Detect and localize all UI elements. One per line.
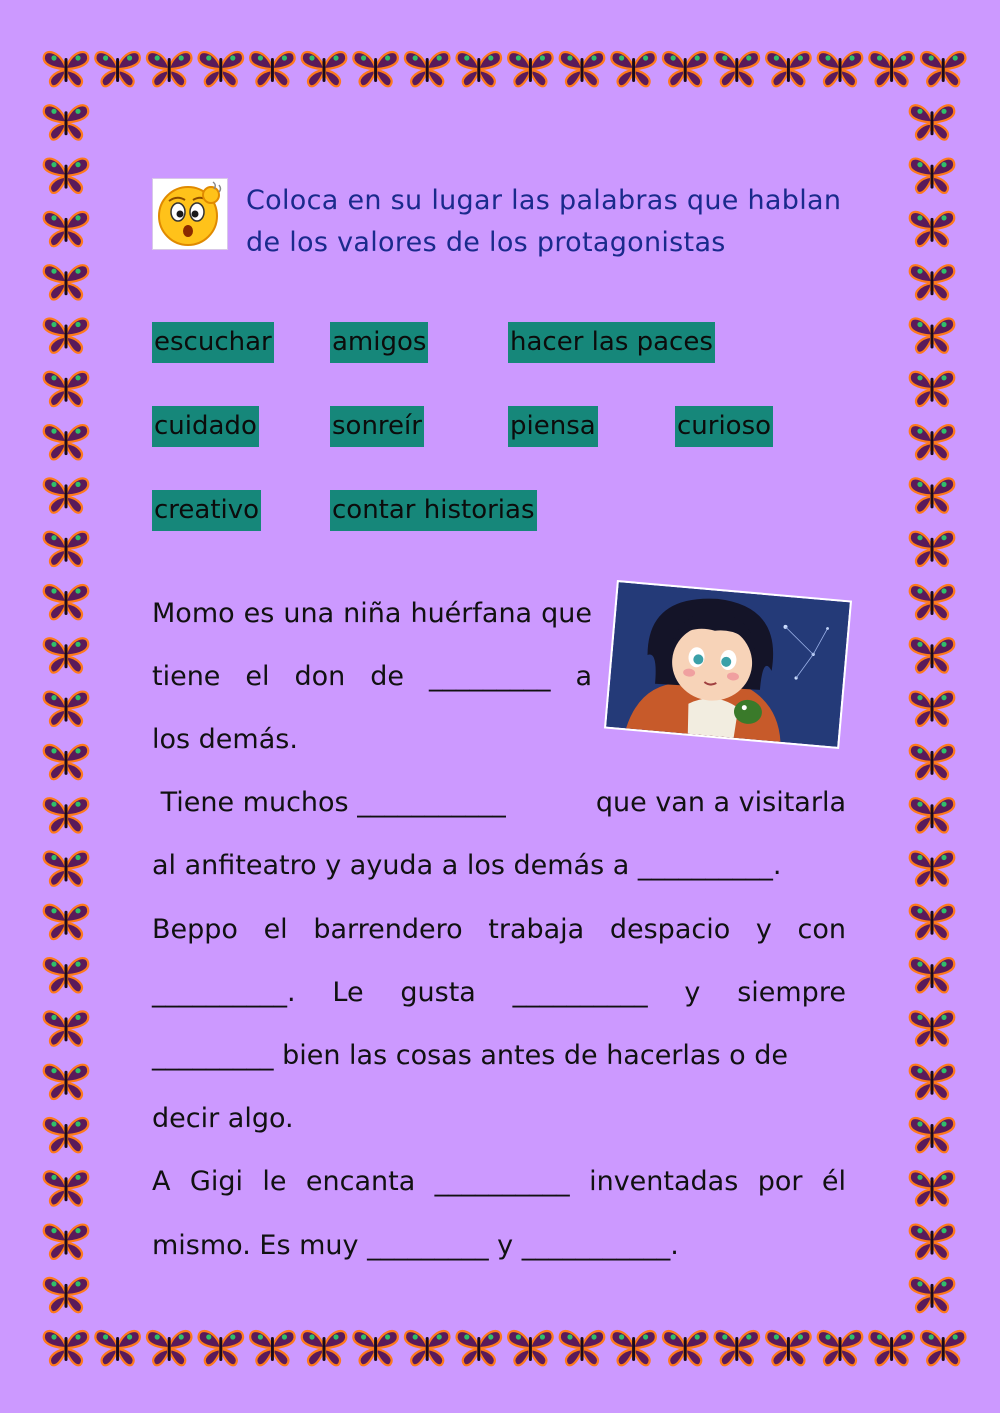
story-word: y <box>684 977 701 1008</box>
story-word: don <box>294 661 346 692</box>
butterfly-icon <box>818 52 863 86</box>
butterfly-icon <box>910 692 955 726</box>
instruction-line-2: de los valores de los protagonistas <box>246 227 726 258</box>
butterfly-icon <box>44 1278 89 1312</box>
butterfly-icon <box>44 1171 89 1205</box>
word-chip-escuchar[interactable]: escuchar <box>152 322 274 363</box>
butterfly-icon <box>910 798 955 832</box>
story-word: con <box>797 914 846 945</box>
butterfly-icon <box>910 212 955 246</box>
story-word: el <box>245 661 270 692</box>
story-word: inventadas <box>589 1166 739 1197</box>
butterfly-icon <box>44 105 89 139</box>
butterfly-icon <box>44 692 89 726</box>
butterfly-icon <box>44 265 89 299</box>
butterfly-icon <box>44 1225 89 1259</box>
butterfly-icon <box>95 52 140 86</box>
word-chip-cuidado[interactable]: cuidado <box>152 406 259 447</box>
butterfly-icon <box>44 319 89 353</box>
butterfly-icon <box>869 1331 914 1365</box>
story-word: de <box>370 661 404 692</box>
butterfly-icon <box>95 1331 140 1365</box>
butterfly-icon <box>910 372 955 406</box>
butterfly-icon <box>818 1331 863 1365</box>
thinking-face-icon <box>152 178 228 250</box>
butterfly-icon <box>611 1331 656 1365</box>
story-word: y <box>755 914 772 945</box>
word-chip-piensa[interactable]: piensa <box>508 406 598 447</box>
story-line-1 <box>152 594 592 634</box>
butterfly-icon <box>508 52 553 86</box>
story-word: encanta <box>305 1166 416 1197</box>
butterfly-icon <box>910 585 955 619</box>
butterfly-icon <box>921 1331 966 1365</box>
story-word: que <box>541 598 592 629</box>
butterfly-icon <box>44 1331 89 1365</box>
butterfly-icon <box>250 1331 295 1365</box>
blank-slot[interactable]: __________. <box>152 977 296 1008</box>
butterfly-icon <box>910 638 955 672</box>
butterfly-icon <box>302 1331 347 1365</box>
butterfly-icon <box>44 905 89 939</box>
story-word: barrendero <box>313 914 463 945</box>
blank-slot[interactable]: _________ <box>428 661 551 692</box>
word-chip-creativo[interactable]: creativo <box>152 490 261 531</box>
butterfly-icon <box>44 852 89 886</box>
butterfly-icon <box>44 1011 89 1045</box>
butterfly-icon <box>910 425 955 459</box>
butterfly-icon <box>302 52 347 86</box>
butterfly-icon <box>405 1331 450 1365</box>
story-line-9: decir algo. <box>152 1103 294 1134</box>
story-line-10 <box>152 1162 846 1202</box>
butterfly-icon <box>910 478 955 512</box>
word-chip-hacer-las-paces[interactable]: hacer las paces <box>508 322 715 363</box>
butterfly-icon <box>910 319 955 353</box>
butterfly-icon <box>910 852 955 886</box>
story-line-6 <box>152 910 846 950</box>
butterfly-icon <box>44 638 89 672</box>
blank-slot[interactable]: __________ <box>512 977 648 1008</box>
butterfly-icon <box>910 958 955 992</box>
butterfly-icon <box>44 1118 89 1152</box>
butterfly-icon <box>921 52 966 86</box>
word-chip-sonreir[interactable]: sonreír <box>330 406 424 447</box>
butterfly-icon <box>910 1171 955 1205</box>
butterfly-icon <box>457 52 502 86</box>
butterfly-icon <box>715 52 760 86</box>
story-word: A <box>152 1166 171 1197</box>
butterfly-icon <box>44 585 89 619</box>
story-line-8[interactable]: _________ bien las cosas antes de hacerlas o de <box>152 1040 788 1071</box>
butterfly-icon <box>44 212 89 246</box>
butterfly-icon <box>910 1065 955 1099</box>
butterfly-icon <box>147 1331 192 1365</box>
story-word: una <box>283 598 335 629</box>
story-word: el <box>263 914 288 945</box>
butterfly-icon <box>44 532 89 566</box>
butterfly-icon <box>44 958 89 992</box>
butterfly-icon <box>44 745 89 779</box>
story-word: por <box>757 1166 803 1197</box>
story-line-11[interactable]: mismo. Es muy _________ y ___________. <box>152 1230 679 1261</box>
story-line-2 <box>152 657 592 697</box>
butterfly-icon <box>199 52 244 86</box>
butterfly-icon <box>353 1331 398 1365</box>
butterfly-icon <box>250 52 295 86</box>
story-word: Gigi <box>189 1166 243 1197</box>
butterfly-icon <box>766 52 811 86</box>
story-word: niña <box>343 598 402 629</box>
butterfly-icon <box>44 159 89 193</box>
butterfly-icon <box>611 52 656 86</box>
butterfly-icon <box>910 1011 955 1045</box>
butterfly-icon <box>715 1331 760 1365</box>
story-word: Beppo <box>152 914 238 945</box>
story-segment: que van a visitarla <box>595 787 846 818</box>
blank-slot[interactable]: __________ <box>434 1166 570 1197</box>
story-word: le <box>262 1166 287 1197</box>
story-line-3: los demás. <box>152 724 298 755</box>
butterfly-icon <box>508 1331 553 1365</box>
story-word: siempre <box>737 977 846 1008</box>
butterfly-icon <box>910 745 955 779</box>
story-segment-with-blank[interactable]: Tiene muchos ___________ <box>152 787 506 818</box>
butterfly-icon <box>910 1118 955 1152</box>
instruction-text <box>246 180 846 264</box>
butterfly-icon <box>44 478 89 512</box>
butterfly-icon <box>910 1278 955 1312</box>
story-word: tiene <box>152 661 221 692</box>
momo-girl-illustration <box>606 582 850 747</box>
butterfly-icon <box>405 52 450 86</box>
story-line-4 <box>152 783 846 823</box>
butterfly-icon <box>44 798 89 832</box>
word-chip-curioso[interactable]: curioso <box>675 406 773 447</box>
story-word: huérfana <box>410 598 533 629</box>
story-line-5[interactable]: al anfiteatro y ayuda a los demás a __________. <box>152 850 782 881</box>
story-word: Le <box>332 977 364 1008</box>
butterfly-icon <box>560 52 605 86</box>
butterfly-icon <box>910 532 955 566</box>
butterfly-icon <box>457 1331 502 1365</box>
butterfly-icon <box>44 372 89 406</box>
butterfly-icon <box>353 52 398 86</box>
butterfly-icon <box>910 265 955 299</box>
story-word: Momo <box>152 598 235 629</box>
story-word: es <box>243 598 275 629</box>
story-word: él <box>821 1166 846 1197</box>
butterfly-icon <box>560 1331 605 1365</box>
word-chip-amigos[interactable]: amigos <box>330 322 428 363</box>
butterfly-icon <box>44 1065 89 1099</box>
instruction-line-1: Coloca en su lugar las palabras que hablan <box>246 185 842 216</box>
butterfly-icon <box>910 905 955 939</box>
story-word: a <box>575 661 592 692</box>
butterfly-icon <box>766 1331 811 1365</box>
word-chip-contar-historias[interactable]: contar historias <box>330 490 537 531</box>
butterfly-icon <box>910 105 955 139</box>
butterfly-icon <box>869 52 914 86</box>
butterfly-icon <box>910 1225 955 1259</box>
story-word: gusta <box>400 977 476 1008</box>
story-word: trabaja <box>488 914 585 945</box>
butterfly-icon <box>663 1331 708 1365</box>
butterfly-icon <box>663 52 708 86</box>
butterfly-icon <box>44 425 89 459</box>
butterfly-icon <box>44 52 89 86</box>
story-word: despacio <box>609 914 731 945</box>
butterfly-icon <box>147 52 192 86</box>
butterfly-icon <box>910 159 955 193</box>
butterfly-icon <box>199 1331 244 1365</box>
story-line-7 <box>152 973 846 1013</box>
